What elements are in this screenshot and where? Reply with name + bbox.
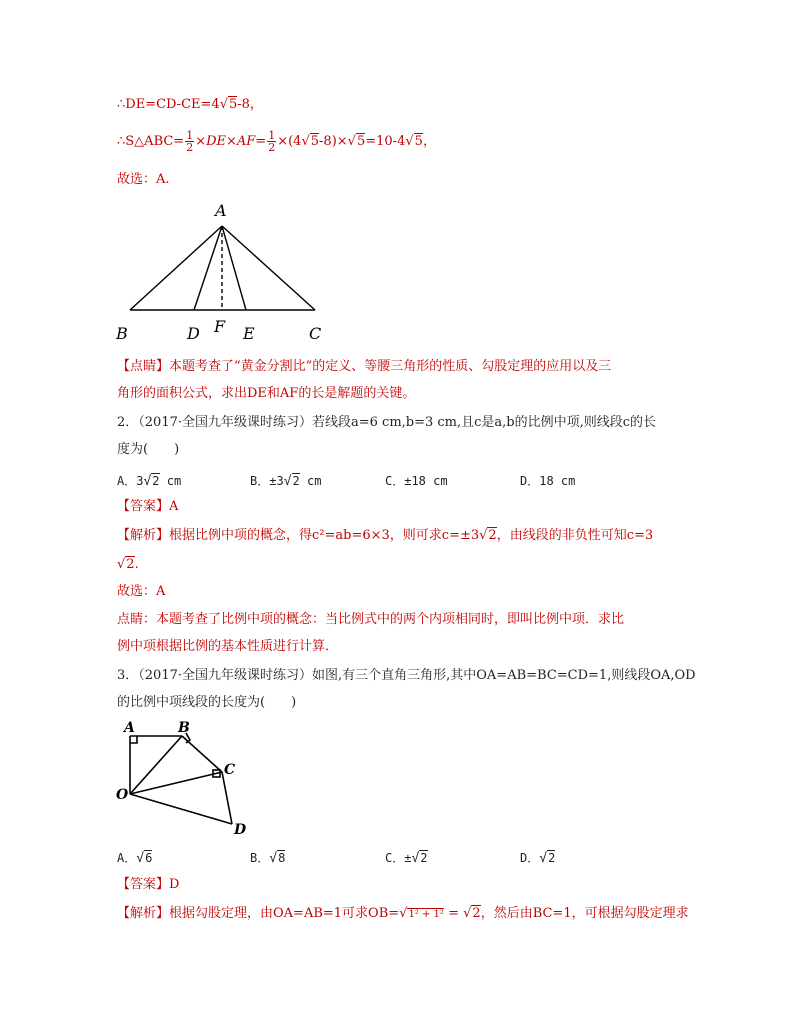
option-unit: cm — [299, 474, 322, 488]
option-text: A． — [117, 851, 137, 865]
solution-text: ×(4 — [277, 134, 302, 149]
option-text: B．±3 — [250, 474, 284, 488]
fraction-denominator: 2 — [268, 141, 276, 154]
segment-ac — [222, 226, 315, 310]
q2-line-1: 2．（2017·全国九年级课时练习）若线段a=6 cm,b=3 cm,且c是a,b的比例中项,则线段c的长 — [117, 415, 657, 430]
label-b: B — [116, 324, 128, 343]
q2-option-d: D．18 cm — [520, 474, 576, 488]
q2-comment-line-2: 例中项根据比例的基本性质进行计算． — [117, 639, 339, 654]
solution-line-2 — [117, 130, 436, 153]
q2-analysis-line-1 — [117, 527, 653, 545]
segment-od — [130, 794, 232, 824]
solution-text: ， — [422, 134, 436, 149]
sqrt-sign: √ — [219, 97, 228, 112]
sqrt-sign: √ — [117, 557, 126, 572]
analysis-text: 【解析】根据比例中项的概念，得c²=ab=6×3，则可求c=±3 — [117, 528, 480, 543]
sqrt-value: 2 — [548, 851, 556, 865]
solution-line-1 — [117, 96, 263, 114]
option-text: C．± — [385, 851, 412, 865]
option-text: D． — [520, 851, 540, 865]
q3-option-b — [250, 849, 285, 866]
fraction-half — [185, 130, 194, 153]
sqrt-value: 2 — [488, 528, 497, 543]
q2-comment-line-1: 点睛：本题考查了比例中项的概念：当比例式中的两个内项相同时，即叫比例中项．求比 — [117, 612, 625, 627]
solution-text: ×DE×AF= — [195, 134, 267, 149]
right-angle-mark-a — [130, 736, 137, 743]
sqrt-sign: √ — [399, 906, 408, 921]
q3-option-a — [117, 849, 152, 866]
segment-ob — [130, 736, 182, 794]
sqrt-value: 5 — [414, 134, 423, 149]
q2-analysis-line-2 — [117, 556, 139, 574]
label-o: O — [116, 787, 129, 803]
sqrt-sign: √ — [143, 474, 152, 489]
label-a: A — [215, 201, 227, 220]
solution-text: -8)× — [319, 134, 348, 149]
analysis-text: 【解析】根据勾股定理，由OA=AB=1可求OB= — [117, 906, 400, 921]
segment-oc — [130, 772, 222, 794]
q3-option-d — [520, 849, 555, 866]
q3-answer: 【答案】D — [117, 877, 180, 892]
analysis-text: ，由线段的非负性可知c=3 — [496, 528, 654, 543]
comment-line-2: 角形的面积公式，求出DE和AF的长是解题的关键。 — [117, 386, 416, 401]
sqrt-sign: √ — [479, 528, 488, 543]
sqrt-sign: √ — [539, 851, 548, 866]
comment-line-1: 【点睛】本题考查了“黄金分割比”的定义、等腰三角形的性质、勾股定理的应用以及三 — [117, 359, 612, 374]
analysis-text: = — [443, 906, 464, 921]
sqrt-sign: √ — [269, 851, 278, 866]
label-d: D — [234, 822, 247, 838]
solution-text: =10-4 — [365, 134, 406, 149]
q3-analysis-line-1 — [117, 905, 689, 924]
option-unit: cm — [159, 474, 182, 488]
q3-option-c — [385, 849, 428, 866]
analysis-text: . — [134, 557, 139, 572]
sqrt-value: 2 — [292, 474, 300, 488]
label-d: D — [187, 324, 200, 343]
solution-text: -8， — [237, 97, 263, 112]
fraction-numerator: 1 — [186, 129, 194, 142]
sqrt-value: 6 — [145, 851, 153, 865]
sqrt-value: 5 — [228, 97, 238, 112]
sqrt-value: 1² + 1² — [408, 909, 444, 920]
q2-answer: 【答案】A — [117, 499, 179, 514]
sqrt-sign: √ — [283, 474, 292, 489]
sqrt-sign: √ — [301, 134, 310, 149]
sqrt-value: 2 — [152, 474, 160, 488]
sqrt-sign: √ — [136, 851, 145, 866]
sqrt-value: 2 — [126, 557, 135, 572]
sqrt-value: 5 — [356, 134, 366, 149]
triangle-figure — [110, 198, 340, 348]
label-c: C — [309, 324, 322, 343]
option-text: A．3 — [117, 474, 144, 488]
q3-line-1: 3．（2017·全国九年级课时练习）如图,有三个直角三角形,其中OA=AB=BC=CD=1,则线段OA,OD — [117, 668, 696, 683]
analysis-text: ，然后由BC=1，可根据勾股定理求 — [480, 906, 689, 921]
solution-choice: 故选：A. — [117, 172, 170, 187]
sqrt-value: 2 — [420, 851, 428, 865]
sqrt-sign: √ — [411, 851, 420, 866]
segment-ae — [222, 226, 246, 310]
segment-cd — [222, 772, 232, 824]
sqrt-value: 2 — [472, 906, 481, 921]
right-triangles-figure — [110, 716, 260, 841]
fraction-numerator: 1 — [268, 129, 276, 142]
q2-choice: 故选：A — [117, 584, 166, 599]
sqrt-sign: √ — [405, 134, 414, 149]
fraction-half — [267, 130, 276, 153]
q2-option-a — [117, 472, 181, 489]
q2-option-c: C．±18 cm — [385, 474, 448, 488]
solution-text: ∴DE=CD-CE=4 — [117, 97, 220, 112]
q3-line-2: 的比例中项线段的长度为( ) — [117, 695, 297, 710]
option-text: B． — [250, 851, 270, 865]
solution-text: ∴S△ABC= — [117, 134, 185, 149]
label-c: C — [224, 762, 236, 778]
q2-option-b — [250, 472, 321, 489]
sqrt-value: 8 — [278, 851, 286, 865]
sqrt-value: 5 — [310, 134, 320, 149]
sqrt-sign: √ — [463, 906, 472, 921]
q2-line-2: 度为( ) — [117, 442, 180, 457]
sqrt-sign: √ — [347, 134, 356, 149]
label-e: E — [243, 324, 255, 343]
label-b: B — [178, 720, 190, 736]
fraction-denominator: 2 — [186, 141, 194, 154]
label-f: F — [214, 317, 226, 336]
label-a: A — [124, 720, 135, 736]
